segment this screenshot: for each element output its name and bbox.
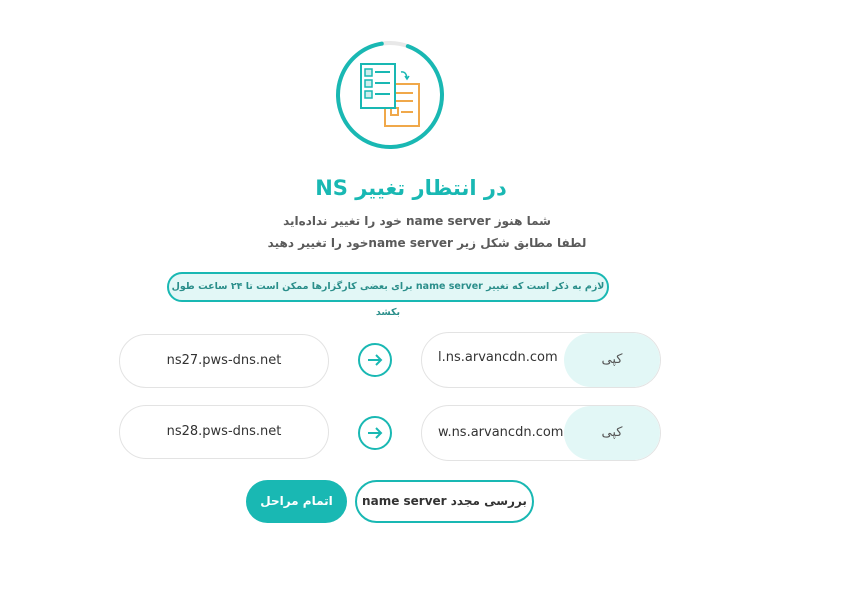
recheck-name-server-button[interactable]: بررسی مجدد name server — [355, 480, 534, 523]
arrow-right-icon — [358, 416, 392, 450]
page-title: در انتظار تغییر NS — [315, 176, 507, 200]
notice-banner: لازم به ذکر است که تغییر name server برای بعضی کارگزارها ممکن است تا ۲۴ ساعت طول بکشد — [167, 272, 609, 302]
new-name-server-field-1 — [421, 332, 661, 388]
documents-checklist-icon — [333, 38, 447, 152]
subtitle-line-1: شما هنوز name server خود را تغییر نداده‌اید — [283, 214, 551, 228]
subtitle-line-2: لطفا مطابق شکل زیر name serverخود را تغییر دهید — [267, 236, 587, 250]
copy-button-2[interactable]: کپی — [564, 406, 660, 460]
current-name-server-2: ns28.pws-dns.net — [119, 405, 329, 459]
finish-steps-button[interactable]: اتمام مراحل — [246, 480, 347, 523]
new-name-server-field-2 — [421, 405, 661, 461]
arrow-right-icon — [358, 343, 392, 377]
current-name-server-1: ns27.pws-dns.net — [119, 334, 329, 388]
new-name-server-value-1: l.ns.arvancdn.com — [438, 350, 558, 365]
new-name-server-value-2: w.ns.arvancdn.com — [438, 425, 564, 440]
copy-button-1[interactable]: کپی — [564, 333, 660, 387]
